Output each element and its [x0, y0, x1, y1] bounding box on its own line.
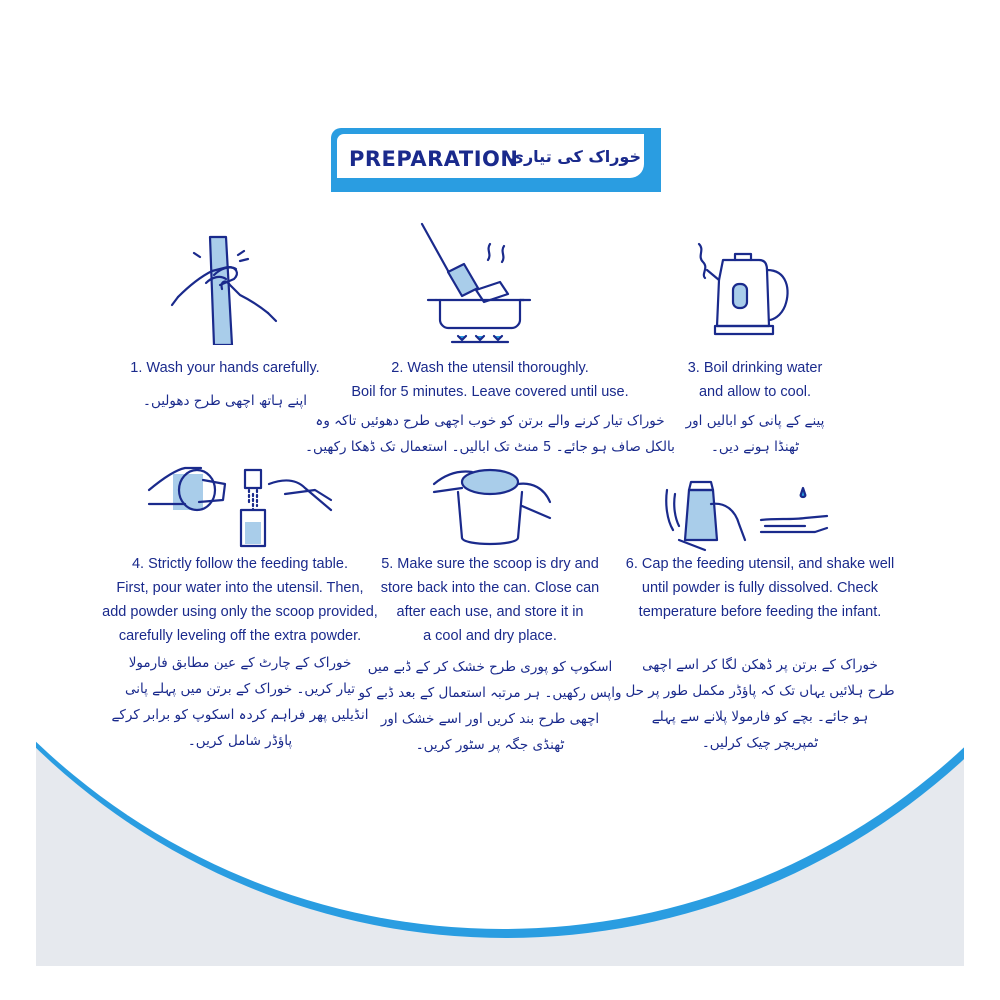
close-can-icon	[432, 462, 552, 552]
step-3-urdu-line: ٹھنڈا ہونے دیں۔	[711, 439, 799, 455]
step-5-instructions-urdu	[345, 654, 635, 758]
step-5-text-line: 5. Make sure the scoop is dry and	[381, 556, 599, 572]
hand-washing-icon	[170, 235, 280, 345]
pour-water-and-scoop-icon	[145, 460, 335, 550]
step-2-urdu-line: خوراک تیار کرنے والے برتن کو خوب اچھی طرح دھوئیں تاکہ وہ	[315, 413, 665, 429]
step-5-urdu-line: اچھی طرح بند کریں اور اسے خشک اور	[380, 711, 600, 727]
step-6-urdu-line: طرح ہلائیں یہاں تک کہ پاؤڈر مکمل طور پر حل	[625, 683, 895, 699]
step-6-text-line: 6. Cap the feeding utensil, and shake well	[625, 556, 895, 572]
step-4-urdu-line: خوراک کے چارٹ کے عین مطابق فارمولا	[128, 655, 352, 671]
step-6-urdu-line: ہو جائے۔ بچے کو فارمولا پلانے سے پہلے	[651, 709, 869, 725]
step-2-text-line: Boil for 5 minutes. Leave covered until use.	[351, 384, 629, 400]
step-6-text-line: temperature before feeding the infant.	[638, 604, 882, 620]
page-title: PREPARATION	[349, 147, 519, 171]
step-4-text-line: add powder using only the scoop provided,	[102, 604, 378, 620]
step-2-instructions	[340, 356, 640, 404]
step-5-instructions	[355, 552, 625, 648]
step-4-text-line: carefully leveling off the extra powder.	[118, 628, 362, 644]
step-1-text-line: 1. Wash your hands carefully.	[130, 360, 320, 376]
step-4-urdu-line: پاؤڈر شامل کریں۔	[187, 733, 293, 749]
step-6-instructions-urdu	[610, 652, 910, 756]
step-3-instructions	[640, 356, 870, 404]
shake-and-test-temperature-icon	[665, 470, 830, 555]
step-3-text-line: 3. Boil drinking water	[687, 360, 823, 376]
step-1-urdu-line: اپنے ہاتھ اچھی طرح دھولیں۔	[143, 393, 307, 409]
step-3-instructions-urdu	[640, 408, 870, 460]
step-6-urdu-line: خوراک کے برتن پر ڈھکن لگا کر اسے اچھی	[642, 657, 878, 673]
kettle-icon	[695, 240, 795, 340]
step-2-urdu-line: بالکل صاف ہو جائے۔ 5 منٹ تک ابالیں۔ استعمال تک ڈھکا رکھیں۔	[305, 439, 675, 455]
step-4-text-line: First, pour water into the utensil. Then,	[116, 580, 364, 596]
header-banner-inner	[337, 134, 644, 178]
step-6-text-line: until powder is fully dissolved. Check	[641, 580, 879, 596]
step-6-urdu-line: ٹمپریچر چیک کرلیں۔	[701, 735, 819, 751]
step-3-text-line: and allow to cool.	[698, 384, 812, 400]
step-5-urdu-line: واپس رکھیں۔ ہر مرتبہ استعمال کے بعد ڈبے کو	[358, 685, 622, 701]
step-2-instructions-urdu	[300, 408, 680, 460]
step-5-urdu-line: ٹھنڈی جگہ پر سٹور کریں۔	[415, 737, 565, 753]
header-banner	[331, 128, 661, 192]
step-4-instructions	[85, 552, 395, 648]
step-4-urdu-line: تیار کریں۔ خوراک کے برتن میں پہلے پانی	[124, 681, 356, 697]
step-3-urdu-line: پینے کے پانی کو ابالیں اور	[685, 413, 825, 429]
step-5-text-line: store back into the can. Close can	[380, 580, 600, 596]
step-4-urdu-line: انڈیلیں پھر فراہم کردہ اسکوپ کو برابر کرکے	[111, 707, 369, 723]
step-5-text-line: after each use, and store it in	[396, 604, 584, 620]
step-5-text-line: a cool and dry place.	[423, 628, 557, 644]
page-title-urdu: خوراک کی تیاری	[509, 147, 641, 166]
step-5-urdu-line: اسکوپ کو پوری طرح خشک کر کے ڈبے میں	[367, 659, 613, 675]
step-1-instructions	[100, 356, 350, 380]
step-2-text-line: 2. Wash the utensil thoroughly.	[391, 360, 589, 376]
step-6-instructions	[610, 552, 910, 624]
step-4-text-line: 4. Strictly follow the feeding table.	[131, 556, 348, 572]
utensil-boiling-pot-icon	[412, 220, 542, 345]
